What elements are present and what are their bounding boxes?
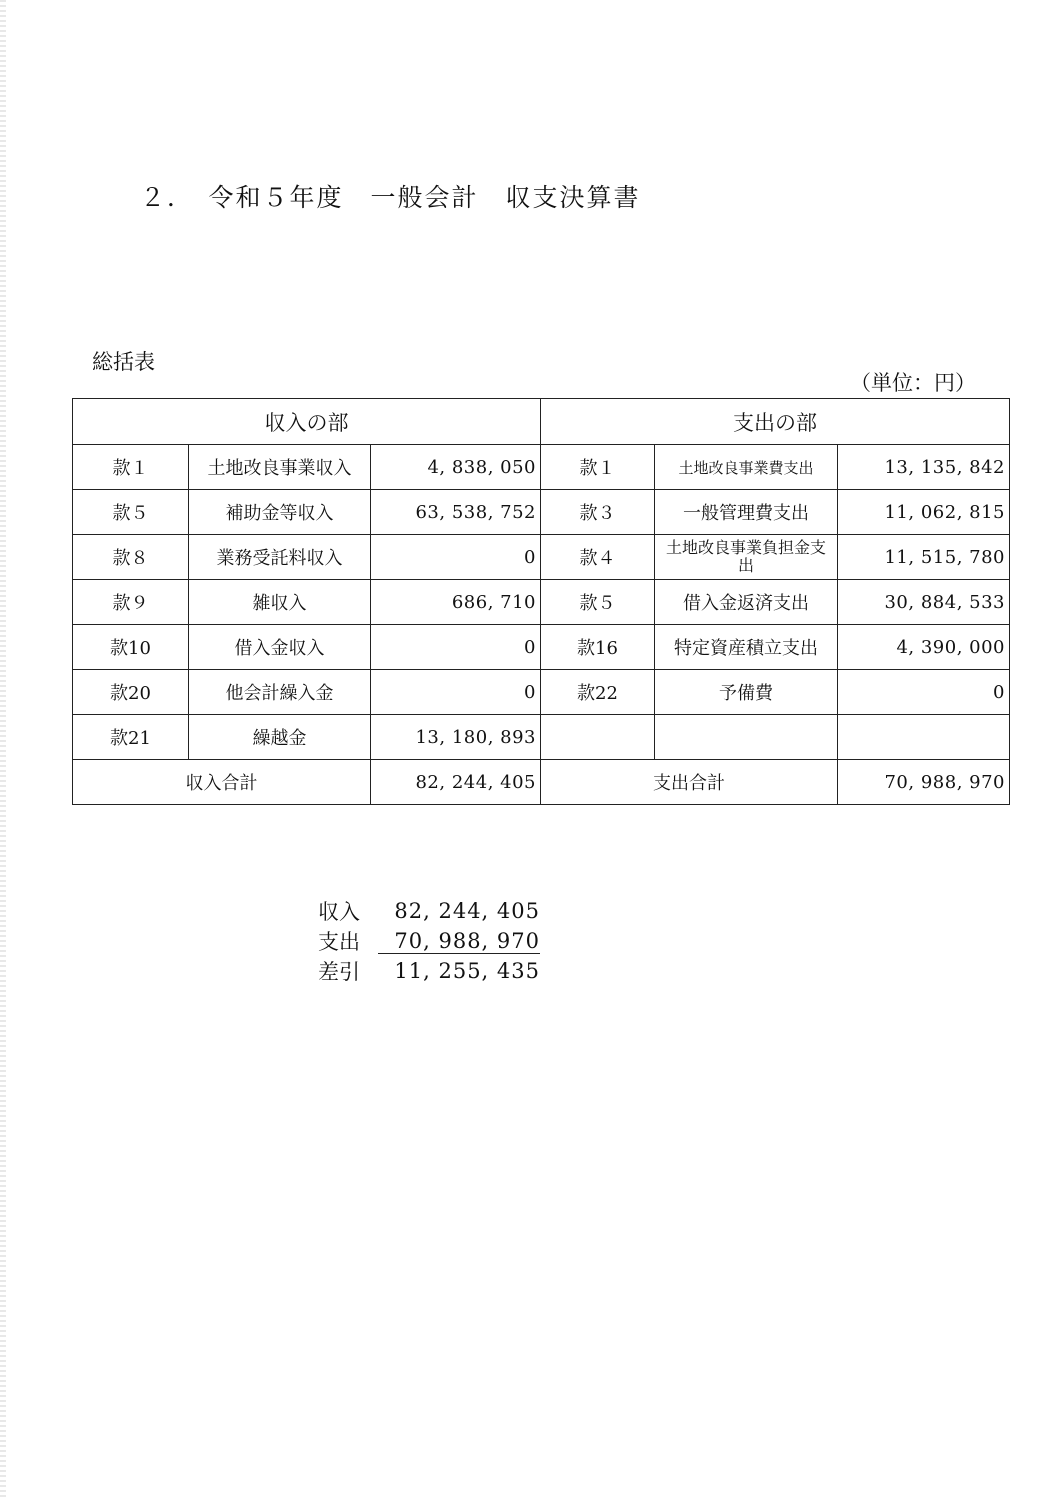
expense-amount: 11, 515, 780: [838, 535, 1010, 580]
income-name: 業務受託料収入: [189, 535, 371, 580]
income-code: 款５: [73, 490, 189, 535]
table-total-row: [73, 760, 1010, 805]
expense-name: 特定資産積立支出: [655, 625, 838, 670]
table-row: [73, 490, 1010, 535]
expense-amount: 11, 062, 815: [838, 490, 1010, 535]
expense-amount: [838, 715, 1010, 760]
section-label: 総括表: [92, 350, 155, 374]
expense-name: [655, 715, 838, 760]
table-row: [73, 445, 1010, 490]
balance-income-value: 82, 244, 405: [394, 899, 540, 923]
balance-diff-row: [318, 956, 540, 986]
income-amount: 63, 538, 752: [371, 490, 541, 535]
expense-code: 款１: [541, 445, 655, 490]
income-header: 収入の部: [73, 399, 541, 445]
expense-total-amount: 70, 988, 970: [838, 760, 1010, 805]
income-amount: 686, 710: [371, 580, 541, 625]
balance-summary: [318, 896, 540, 986]
income-name: 繰越金: [189, 715, 371, 760]
income-name: 補助金等収入: [189, 490, 371, 535]
expense-code: [541, 715, 655, 760]
table-row: [73, 670, 1010, 715]
expense-header: 支出の部: [541, 399, 1010, 445]
expense-code: 款16: [541, 625, 655, 670]
expense-code: 款22: [541, 670, 655, 715]
income-code: 款20: [73, 670, 189, 715]
expense-amount: 4, 390, 000: [838, 625, 1010, 670]
expense-amount: 0: [838, 670, 1010, 715]
balance-diff-value: 11, 255, 435: [394, 959, 540, 983]
expense-amount: 13, 135, 842: [838, 445, 1010, 490]
income-code: 款１: [73, 445, 189, 490]
table-row: [73, 715, 1010, 760]
income-amount: 0: [371, 535, 541, 580]
income-name: 他会計繰入金: [189, 670, 371, 715]
balance-income-row: [318, 896, 540, 926]
expense-name: 土地改良事業負担金支出: [655, 535, 838, 580]
income-code: 款９: [73, 580, 189, 625]
expense-name: 借入金返済支出: [655, 580, 838, 625]
income-amount: 13, 180, 893: [371, 715, 541, 760]
balance-income-label: 収入: [318, 900, 360, 924]
expense-code: 款５: [541, 580, 655, 625]
expense-amount: 30, 884, 533: [838, 580, 1010, 625]
balance-diff-label: 差引: [318, 960, 360, 984]
balance-expense-label: 支出: [318, 930, 360, 954]
document-title: ２． 令和５年度 一般会計 収支決算書: [140, 183, 641, 212]
income-total-label: 収入合計: [73, 760, 371, 805]
expense-code: 款３: [541, 490, 655, 535]
income-code: 款10: [73, 625, 189, 670]
income-name: 土地改良事業収入: [189, 445, 371, 490]
expense-name: 予備費: [655, 670, 838, 715]
income-code: 款21: [73, 715, 189, 760]
summary-table: [72, 398, 1010, 805]
income-amount: 0: [371, 625, 541, 670]
income-name: 雑収入: [189, 580, 371, 625]
expense-name: 一般管理費支出: [655, 490, 838, 535]
income-amount: 0: [371, 670, 541, 715]
income-amount: 4, 838, 050: [371, 445, 541, 490]
balance-expense-value: 70, 988, 970: [378, 929, 540, 954]
balance-expense-row: [318, 926, 540, 956]
table-row: [73, 580, 1010, 625]
expense-code: 款４: [541, 535, 655, 580]
table-row: [73, 625, 1010, 670]
unit-label: （単位：円）: [850, 371, 976, 395]
expense-total-label: 支出合計: [541, 760, 838, 805]
income-name: 借入金収入: [189, 625, 371, 670]
expense-name: 土地改良事業費支出: [655, 445, 838, 490]
scan-edge-artifact: [0, 0, 6, 1497]
table-header-row: [73, 399, 1010, 445]
income-code: 款８: [73, 535, 189, 580]
income-total-amount: 82, 244, 405: [371, 760, 541, 805]
table-row: [73, 535, 1010, 580]
